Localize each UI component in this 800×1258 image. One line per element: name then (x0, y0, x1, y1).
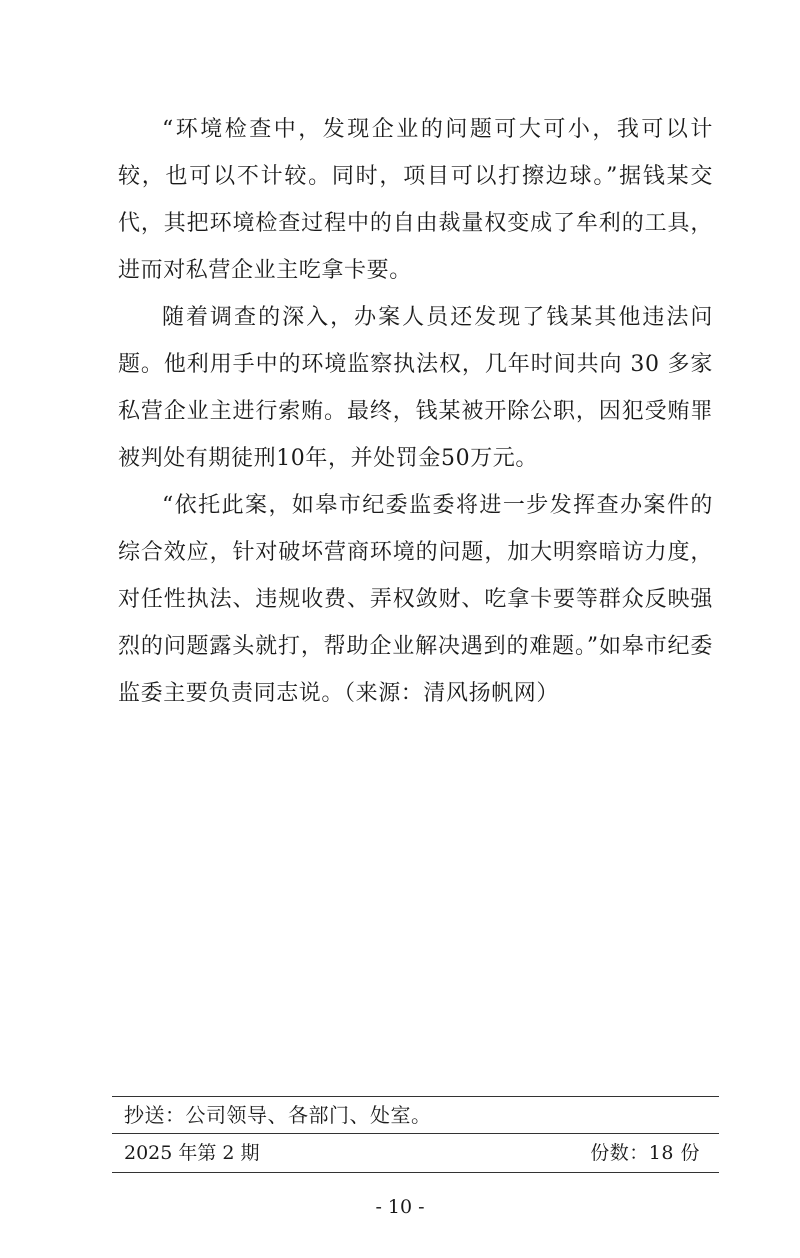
cc-line (124, 1101, 432, 1129)
body-paragraph-2: 随着调查的深入，办案人员还发现了钱某其他违法问题。他利用手中的环境监察执法权，几年时间共向 30 多家私营企业主进行索贿。最终，钱某被开除公职，因犯受贿罪被判处有期徒刑10年，并处罚金50万元。 (118, 305, 713, 471)
footer-middle-rule (112, 1133, 719, 1134)
cc-recipients: 公司领导、各部门、处室。 (185, 1103, 432, 1127)
copies-count: 份数：18 份 (590, 1142, 700, 1164)
body-paragraph-3: “依托此案，如皋市纪委监委将进一步发挥查办案件的综合效应，针对破坏营商环境的问题，加大明察暗访力度，对任性执法、违规收费、弄权敛财、吃拿卡要等群众反映强烈的问题露头就打，帮助企业解决遇到的难题。”如皋市纪委监委主要负责同志说。（来源：清风扬帆网） (118, 493, 713, 706)
footer-top-rule (112, 1096, 719, 1097)
cc-label: 抄送： (124, 1103, 186, 1127)
page-number: - 10 - (375, 1196, 425, 1218)
footer-bottom-rule (112, 1172, 719, 1173)
body-paragraph-1: “环境检查中，发现企业的问题可大可小，我可以计较，也可以不计较。同时，项目可以打擦边球。”据钱某交代，其把环境检查过程中的自由裁量权变成了牟利的工具，进而对私营企业主吃拿卡要。 (118, 117, 713, 283)
issue-number: 2025 年第 2 期 (124, 1142, 260, 1164)
